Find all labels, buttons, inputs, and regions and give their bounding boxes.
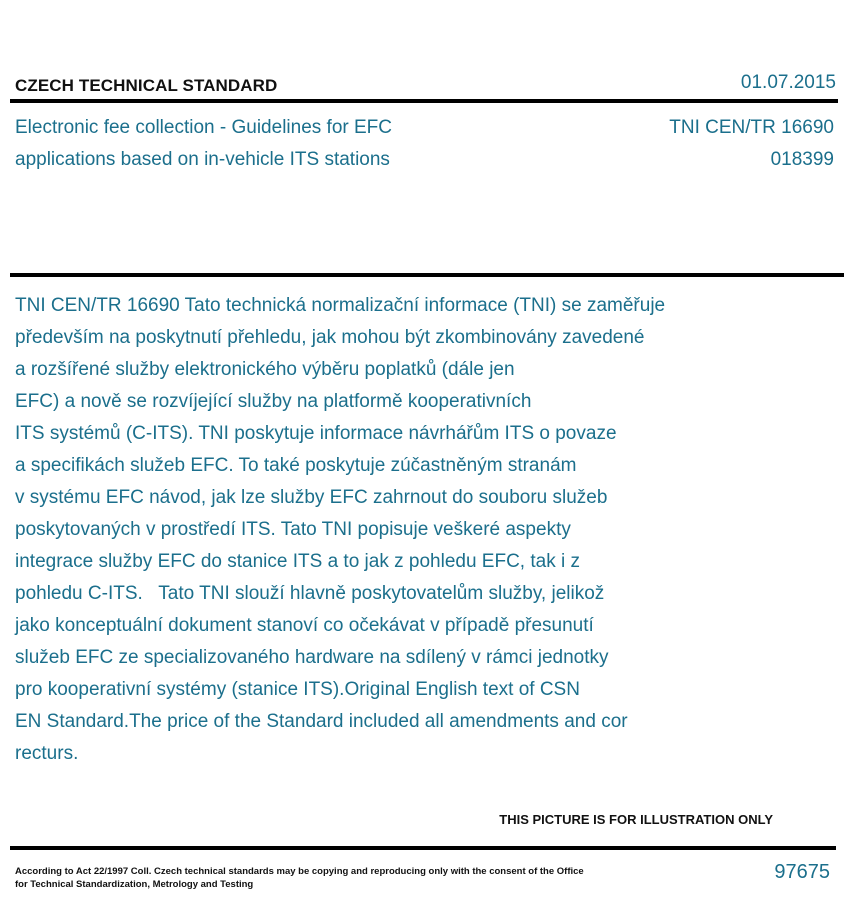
standard-code: TNI CEN/TR 16690 bbox=[669, 117, 834, 138]
description-line: ITS systémů (C-ITS). TNI poskytuje informace návrhářům ITS o povaze bbox=[15, 423, 617, 444]
description-line: a rozšířené služby elektronického výběru poplatků (dále jen bbox=[15, 359, 515, 380]
footer-divider bbox=[10, 846, 836, 850]
description-line: poskytovaných v prostředí ITS. Tato TNI popisuje veškeré aspekty bbox=[15, 519, 571, 540]
description-line: jako konceptuální dokument stanoví co očekávat v případě přesunutí bbox=[15, 615, 594, 636]
description-line: recturs. bbox=[15, 743, 79, 764]
document-number: 97675 bbox=[774, 861, 830, 883]
illustration-note: THIS PICTURE IS FOR ILLUSTRATION ONLY bbox=[499, 812, 773, 827]
description-line: TNI CEN/TR 16690 Tato technická normalizační informace (TNI) se zaměřuje bbox=[15, 295, 666, 316]
header-divider bbox=[10, 99, 838, 103]
catalog-number: 018399 bbox=[770, 149, 834, 170]
description-line: pro kooperativní systémy (stanice ITS).Original English text of CSN bbox=[15, 679, 580, 700]
document-title-line-1: Electronic fee collection - Guidelines for EFC bbox=[15, 117, 392, 138]
description-line: a specifikách služeb EFC. To také poskytuje zúčastněným stranám bbox=[15, 455, 577, 476]
description-line: EFC) a nově se rozvíjející služby na platformě kooperativních bbox=[15, 391, 532, 412]
description-line: EN Standard.The price of the Standard included all amendments and cor bbox=[15, 711, 628, 732]
title-divider bbox=[10, 273, 844, 277]
legal-line: for Technical Standardization, Metrology and Testing bbox=[15, 879, 254, 890]
document-title-line-2: applications based on in-vehicle ITS stations bbox=[15, 149, 390, 170]
publication-date: 01.07.2015 bbox=[740, 72, 836, 93]
description-line: integrace služby EFC do stanice ITS a to jak z pohledu EFC, tak i z bbox=[15, 551, 580, 572]
legal-notice bbox=[15, 865, 584, 891]
description-line: v systému EFC návod, jak lze služby EFC zahrnout do souboru služeb bbox=[15, 487, 608, 508]
standard-type-label: CZECH TECHNICAL STANDARD bbox=[15, 76, 278, 95]
description-line: především na poskytnutí přehledu, jak mohou být zkombinovány zavedené bbox=[15, 327, 645, 348]
document-description bbox=[15, 290, 665, 770]
description-line: pohledu C-ITS. Tato TNI slouží hlavně poskytovatelům služby, jelikož bbox=[15, 583, 605, 604]
legal-line: According to Act 22/1997 Coll. Czech technical standards may be copying and reproducing only with the consent of the Office bbox=[15, 866, 584, 877]
description-line: služeb EFC ze specializovaného hardware na sdílený v rámci jednotky bbox=[15, 647, 609, 668]
